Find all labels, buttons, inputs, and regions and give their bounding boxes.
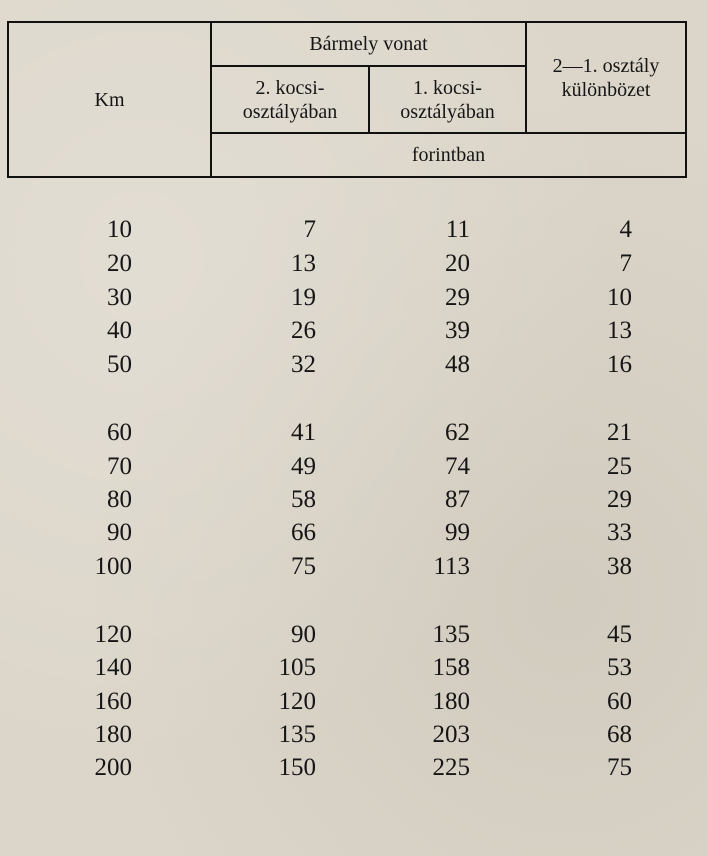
header-difference-label: 2—1. osztály különbözet: [552, 54, 660, 101]
header-any-train: [212, 23, 525, 65]
header-class2-label: 2. kocsi- osztályában: [242, 76, 338, 123]
class1-price-cell: 180: [432, 688, 470, 715]
table-header: [7, 21, 687, 178]
table-row: [0, 484, 707, 516]
class1-price-cell: 158: [432, 654, 470, 681]
class1-price-cell: 225: [432, 754, 470, 781]
class2-price-cell: 13: [291, 250, 316, 277]
table-row: [0, 619, 707, 651]
class1-price-cell: 203: [432, 721, 470, 748]
km-cell: 140: [94, 654, 132, 681]
table-row: [0, 551, 707, 583]
table-row: [0, 652, 707, 684]
header-unit-label: forintban: [411, 144, 486, 166]
km-cell: 90: [107, 519, 132, 546]
table-row: [0, 451, 707, 483]
km-cell: 50: [107, 351, 132, 378]
table-row: [0, 315, 707, 347]
table-row: [0, 349, 707, 381]
header-any-train-label: Bármely vonat: [309, 33, 428, 55]
class2-price-cell: 49: [291, 453, 316, 480]
difference-cell: 29: [607, 486, 632, 513]
km-cell: 10: [107, 216, 132, 243]
difference-cell: 16: [607, 351, 632, 378]
km-cell: 40: [107, 317, 132, 344]
class2-price-cell: 7: [303, 216, 316, 243]
class1-price-cell: 11: [445, 216, 470, 243]
table-row: [0, 686, 707, 718]
difference-cell: 21: [607, 419, 632, 446]
class1-price-cell: 20: [445, 250, 470, 277]
km-cell: 180: [94, 721, 132, 748]
class2-price-cell: 41: [291, 419, 316, 446]
km-cell: 60: [107, 419, 132, 446]
table-row: [0, 752, 707, 784]
difference-cell: 68: [607, 721, 632, 748]
class2-price-cell: 75: [291, 553, 316, 580]
class2-price-cell: 26: [291, 317, 316, 344]
class2-price-cell: 19: [291, 284, 316, 311]
class2-price-cell: 105: [278, 654, 316, 681]
class1-price-cell: 87: [445, 486, 470, 513]
difference-cell: 25: [607, 453, 632, 480]
header-class1: [370, 67, 525, 132]
class1-price-cell: 29: [445, 284, 470, 311]
km-cell: 80: [107, 486, 132, 513]
class1-price-cell: 48: [445, 351, 470, 378]
header-km: [9, 23, 210, 176]
table-row: [0, 248, 707, 280]
difference-cell: 4: [619, 216, 632, 243]
difference-cell: 7: [619, 250, 632, 277]
class1-price-cell: 135: [432, 621, 470, 648]
class1-price-cell: 39: [445, 317, 470, 344]
km-cell: 200: [94, 754, 132, 781]
table-row: [0, 719, 707, 751]
difference-cell: 60: [607, 688, 632, 715]
class2-price-cell: 150: [278, 754, 316, 781]
difference-cell: 33: [607, 519, 632, 546]
difference-cell: 10: [607, 284, 632, 311]
km-cell: 70: [107, 453, 132, 480]
class2-price-cell: 120: [278, 688, 316, 715]
class2-price-cell: 90: [291, 621, 316, 648]
table-row: [0, 282, 707, 314]
km-cell: 30: [107, 284, 132, 311]
table-row: [0, 417, 707, 449]
table-row: [0, 214, 707, 246]
class2-price-cell: 66: [291, 519, 316, 546]
class1-price-cell: 62: [445, 419, 470, 446]
class1-price-cell: 99: [445, 519, 470, 546]
km-cell: 120: [94, 621, 132, 648]
class1-price-cell: 74: [445, 453, 470, 480]
header-km-label: Km: [94, 88, 125, 111]
class2-price-cell: 32: [291, 351, 316, 378]
header-unit: [212, 134, 685, 176]
km-cell: 160: [94, 688, 132, 715]
header-class1-label: 1. kocsi- osztályában: [400, 76, 495, 123]
difference-cell: 75: [607, 754, 632, 781]
table-row: [0, 517, 707, 549]
difference-cell: 53: [607, 654, 632, 681]
class1-price-cell: 113: [433, 553, 470, 580]
difference-cell: 38: [607, 553, 632, 580]
header-difference: [527, 23, 685, 132]
class2-price-cell: 58: [291, 486, 316, 513]
class2-price-cell: 135: [278, 721, 316, 748]
header-class2: [212, 67, 368, 132]
difference-cell: 45: [607, 621, 632, 648]
km-cell: 20: [107, 250, 132, 277]
difference-cell: 13: [607, 317, 632, 344]
km-cell: 100: [94, 553, 132, 580]
